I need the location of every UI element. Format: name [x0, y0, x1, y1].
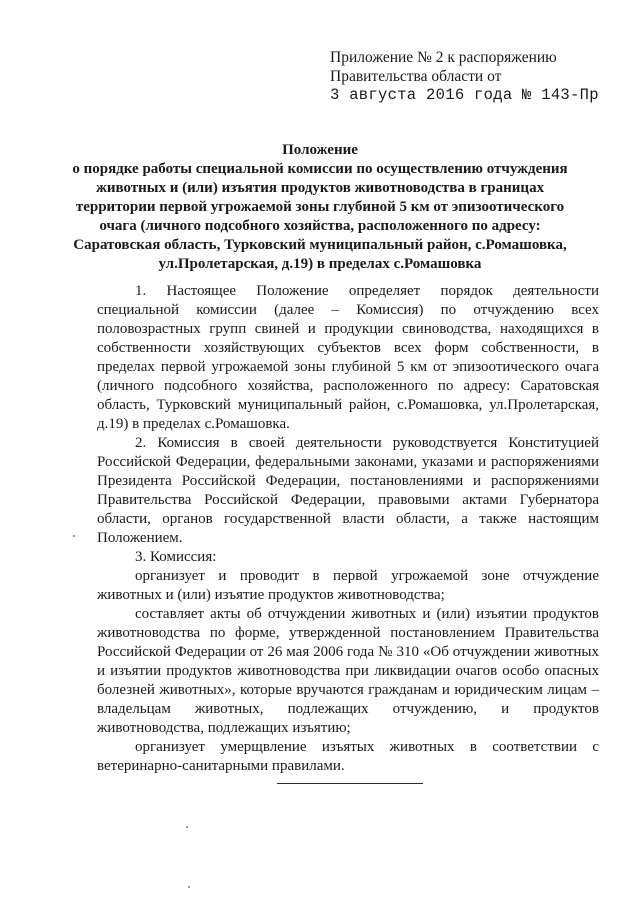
paragraph-3-item-1: организует и проводит в первой угрожаемой зоне отчуждение животных и (или) изъятие продуктов животноводства;: [97, 568, 599, 603]
closing-line: [277, 783, 423, 784]
paragraph-3: 3. Комиссия:: [135, 549, 217, 565]
document-title: [72, 141, 568, 274]
title-heading: Положение: [282, 142, 358, 158]
appendix-block: [330, 48, 620, 105]
document-body: [97, 282, 599, 776]
paragraph-1: 1. Настоящее Положение определяет порядок деятельности специальной комиссии (далее – Комиссия) по отчуждению всех половозрастных групп свиней и продукции свиноводства, находящихся в собственности хозяйствующих субъектов всех форм собственности, в пределах первой угрожаемой зоны глубиной 5 км от эпизоотического очага (личного подсобного хозяйства, расположенного по адресу: Саратовская область, Турковский муниципальный район, с.Ромашовка, ул.Пролетарская, д.19) в пределах с.Ромашовка.: [97, 283, 599, 432]
appendix-line-2: Правительства области от: [330, 68, 502, 85]
paragraph-3-item-3: организует умерщвление изъятых животных в соответствии с ветеринарно-санитарными правилами.: [97, 739, 599, 774]
scan-speck: [188, 886, 190, 888]
scan-speck: [73, 535, 75, 537]
paragraph-3-item-2: составляет акты об отчуждении животных и (или) изъятии продуктов животноводства по форме, утвержденной постановлением Правительства Российской Федерации от 26 мая 2006 года № 310 «Об отчуждении животных и изъятии продуктов животноводства при ликвидации очагов особо опасных болезней животных», которые вручаются гражданам и юридическим лицам – владельцам животных, подлежащих отчуждению, и продуктов животноводства, подлежащих изъятию;: [97, 606, 599, 736]
scan-speck: [186, 826, 188, 828]
paragraph-2: 2. Комиссия в своей деятельности руководствуется Конституцией Российской Федерации, федеральными законами, указами и распоряжениями Президента Российской Федерации, постановлениями и распоряжениями Правительства Российской Федерации, правовыми актами Губернатора области, органов государственной власти области, а также настоящим Положением.: [97, 435, 599, 546]
title-subtitle: о порядке работы специальной комиссии по осуществлению отчуждения животных и (или) изъятия продуктов животноводства в границах территории первой угрожаемой зоны глубиной 5 км от эпизоотического очага (личного подсобного хозяйства, расположенного по адресу: Саратовская область, Турковский муниципальный район, с.Ромашовка, ул.Пролетарская, д.19) в пределах с.Ромашовка: [72, 161, 568, 272]
appendix-date-number: 3 августа 2016 года № 143-Пр: [330, 86, 599, 104]
appendix-line-1: Приложение № 2 к распоряжению: [330, 49, 557, 66]
